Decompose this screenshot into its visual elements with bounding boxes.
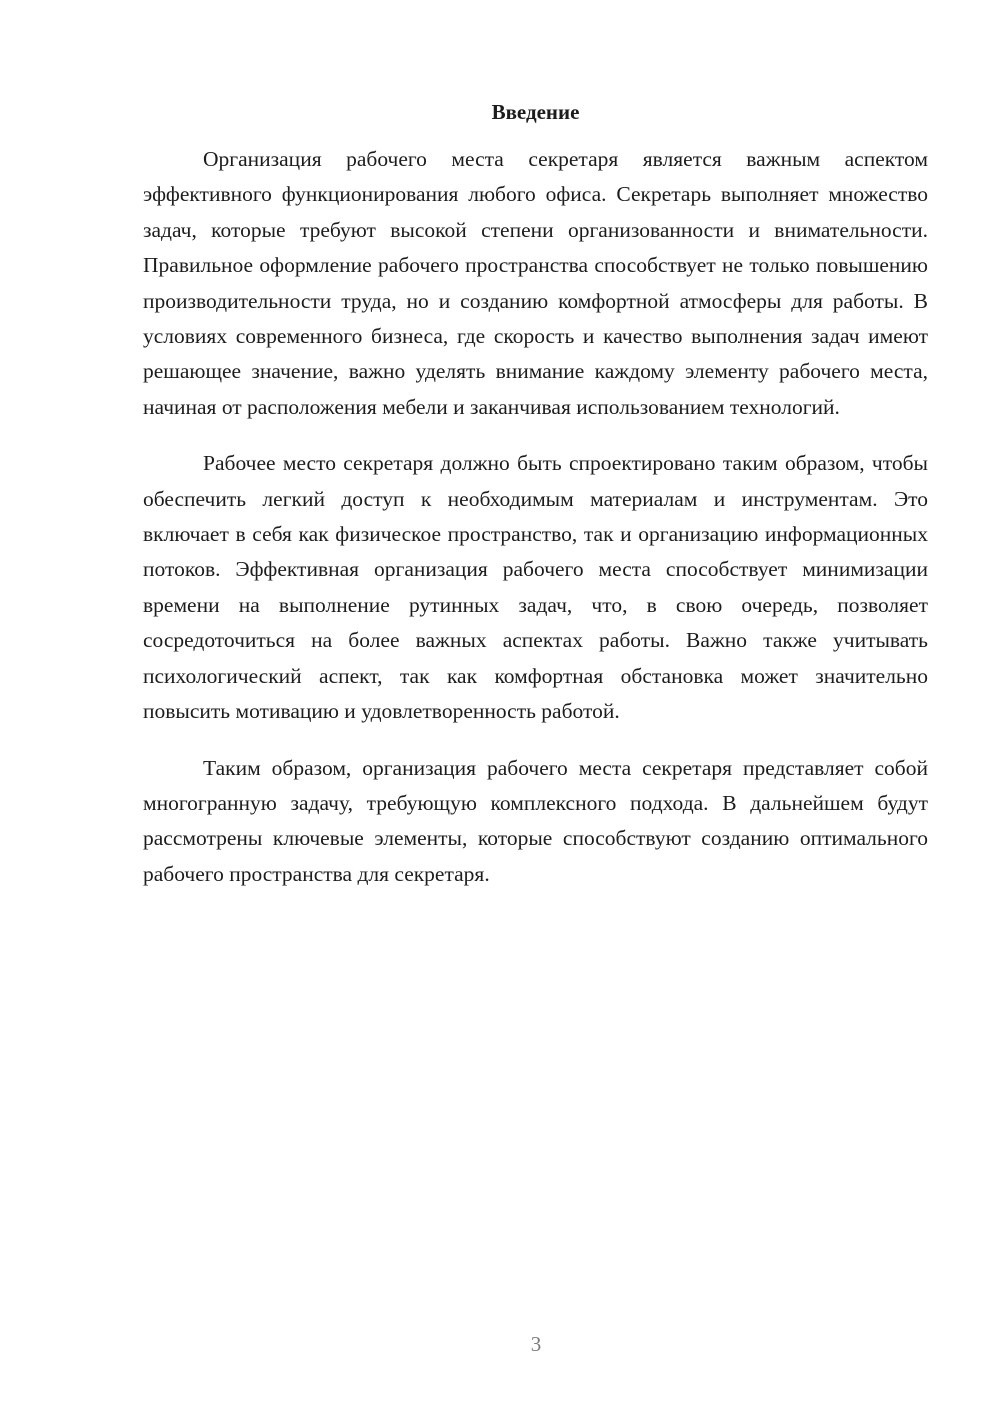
paragraph-3: Таким образом, организация рабочего места секретаря представляет собой многогранную задачу, требующую комплексного подхода. В дальнейшем будут рассмотрены ключевые элементы, которые способствуют созданию оптимального рабочего пространства для секретаря.	[143, 755, 928, 886]
page-title: Введение	[491, 100, 580, 124]
page-number: 3	[530, 1332, 542, 1356]
document-body	[143, 142, 928, 913]
paragraph-2: Рабочее место секретаря должно быть спроектировано таким образом, чтобы обеспечить легкий доступ к необходимым материалам и инструментам. Это включает в себя как физическое пространство, так и организацию информационных потоков. Эффективная организация рабочего места способствует минимизации времени на выполнение рутинных задач, что, в свою очередь, позволяет сосредоточиться на более важных аспектах работы. Важно также учитывать психологический аспект, так как комфортная обстановка может значительно повысить мотивацию и удовлетворенность работой.	[143, 451, 928, 724]
paragraph-1: Организация рабочего места секретаря является важным аспектом эффективного функционирования любого офиса. Секретарь выполняет множество задач, которые требуют высокой степени организованности и внимательности. Правильное оформление рабочего пространства способствует не только повышению производительности труда, но и созданию комфортной атмосферы для работы. В условиях современного бизнеса, где скорость и качество выполнения задач имеют решающее значение, важно уделять внимание каждому элементу рабочего места, начиная от расположения мебели и заканчивая использованием технологий.	[143, 147, 928, 419]
